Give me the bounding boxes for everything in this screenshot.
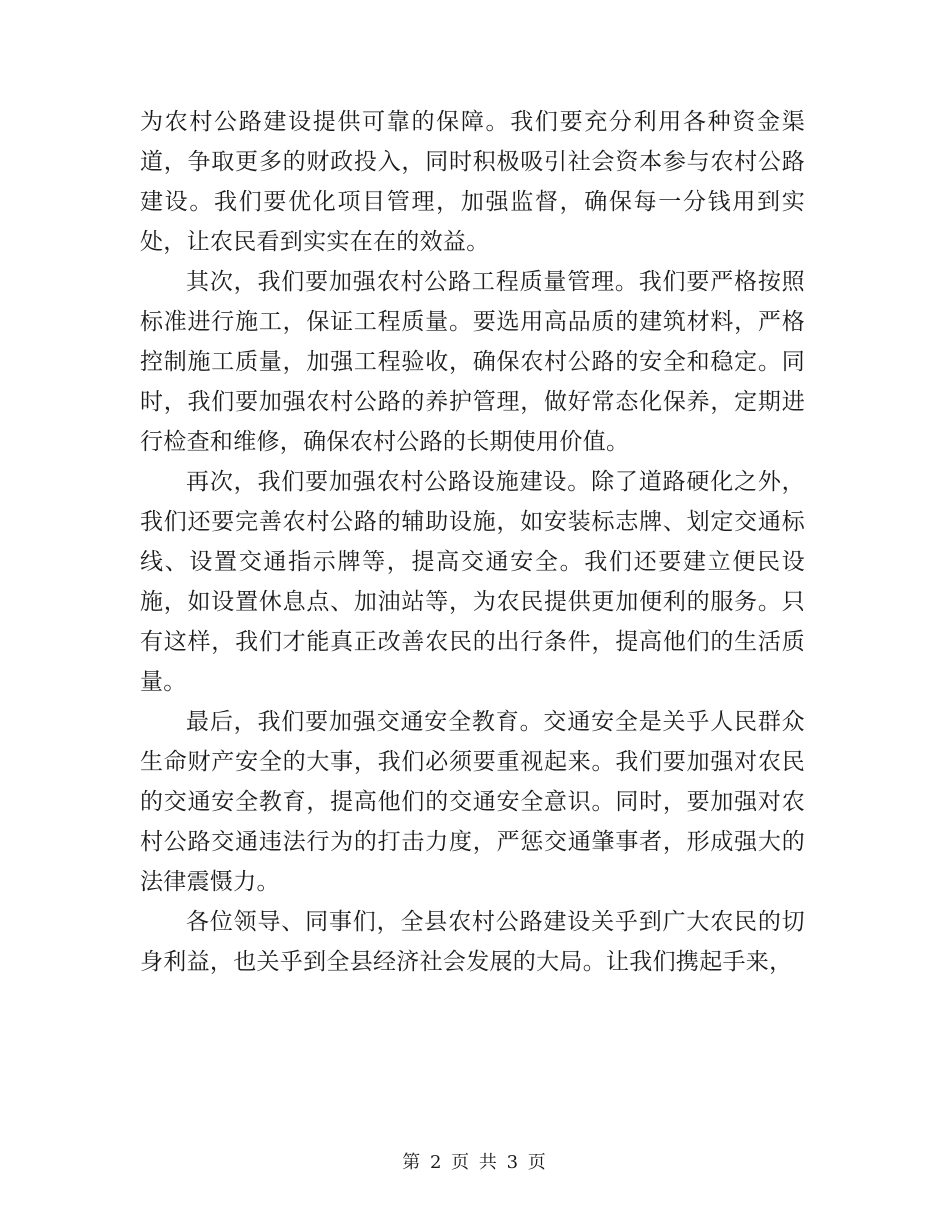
paragraph-safety-education: 最后，我们要加强交通安全教育。交通安全是关乎人民群众生命财产安全的大事，我们必须要重视起来。我们要加强对农民的交通安全教育，提高他们的交通安全意识。同时，要加强对农村公路交通违法行为的打击力度，严惩交通肇事者，形成强大的法律震慑力。 <box>140 709 805 895</box>
document-body <box>140 102 805 982</box>
paragraph-continued: 为农村公路建设提供可靠的保障。我们要充分利用各种资金渠道，争取更多的财政投入，同时积极吸引社会资本参与农村公路建设。我们要优化项目管理，加强监督，确保每一分钱用到实处，让农民看到实实在在的效益。 <box>140 109 805 255</box>
paragraph-facility-construction: 再次，我们要加强农村公路设施建设。除了道路硬化之外，我们还要完善农村公路的辅助设施，如安装标志牌、划定交通标线、设置交通指示牌等，提高交通安全。我们还要建立便民设施，如设置休息点、加油站等，为农民提供更加便利的服务。只有这样，我们才能真正改善农民的出行条件，提高他们的生活质量。 <box>140 469 805 695</box>
paragraph-closing: 各位领导、同事们，全县农村公路建设关乎到广大农民的切身利益，也关乎到全县经济社会发展的大局。让我们携起手来， <box>140 909 805 975</box>
page-number-footer: 第 2 页 共 3 页 <box>402 1152 548 1173</box>
paragraph-quality-management: 其次，我们要加强农村公路工程质量管理。我们要严格按照标准进行施工，保证工程质量。要选用高品质的建筑材料，严格控制施工质量，加强工程验收，确保农村公路的安全和稳定。同时，我们要加强农村公路的养护管理，做好常态化保养，定期进行检查和维修，确保农村公路的长期使用价值。 <box>140 269 805 455</box>
